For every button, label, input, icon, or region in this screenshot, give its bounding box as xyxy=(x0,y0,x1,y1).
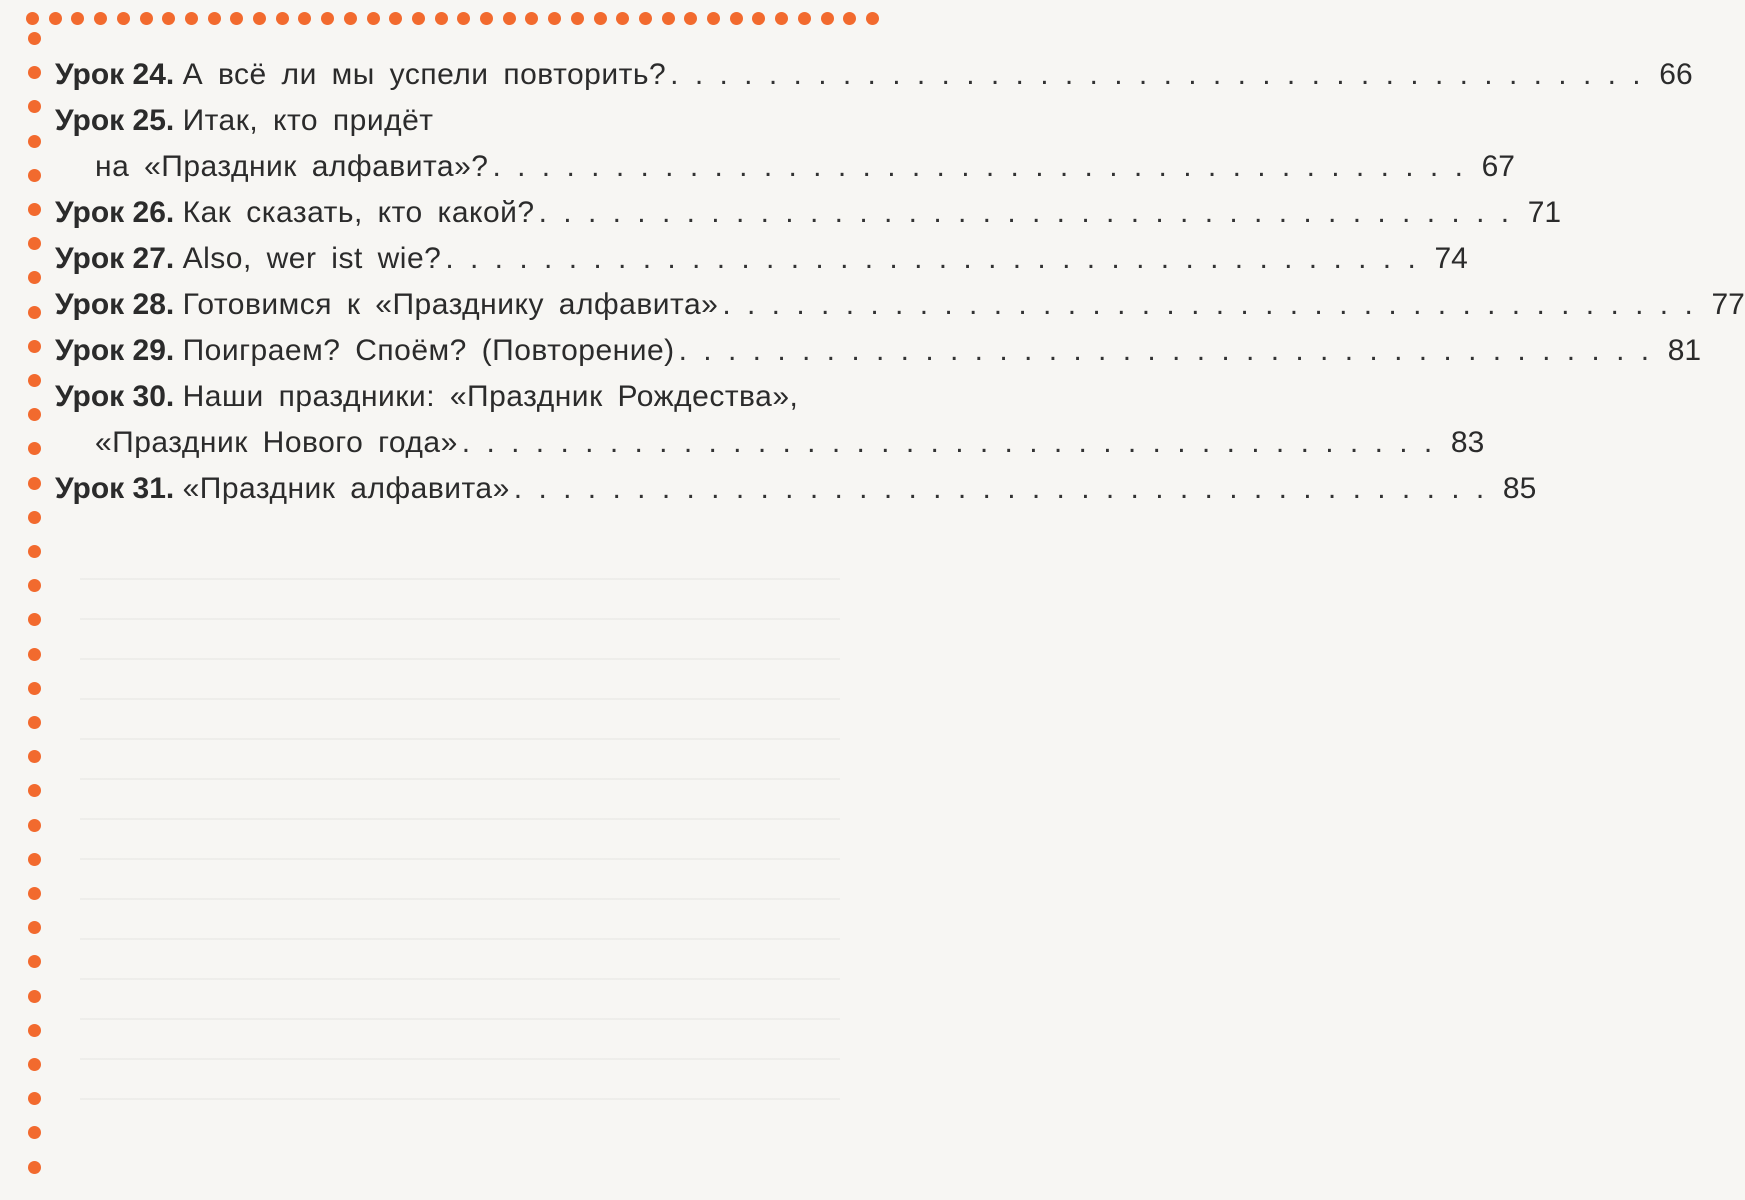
toc-entry-24[interactable] xyxy=(55,52,1693,98)
top-dot-border xyxy=(0,0,900,40)
toc-entry-29[interactable] xyxy=(55,328,1702,374)
border-dot xyxy=(866,12,879,25)
border-dot xyxy=(594,12,607,25)
border-dot xyxy=(28,477,41,490)
border-dot xyxy=(28,1126,41,1139)
border-dot xyxy=(28,511,41,524)
border-dot xyxy=(321,12,334,25)
border-dot xyxy=(94,12,107,25)
border-dot xyxy=(28,716,41,729)
dot-leader: . . . . . . . . . . . . . . . . . . . . . . . . . . . . . . . . . . . . . . . . xyxy=(538,196,1514,229)
border-dot xyxy=(752,12,765,25)
border-dot xyxy=(28,750,41,763)
lesson-title: Готовимся к «Празднику алфавита» xyxy=(182,288,719,321)
dot-leader: . . . . . . . . . . . . . . . . . . . . . . . . . . . . . . . . . . . . . . . . xyxy=(461,426,1437,459)
border-dot xyxy=(117,12,130,25)
lesson-label: Урок 29. xyxy=(55,334,175,367)
lesson-label: Урок 26. xyxy=(55,196,175,229)
border-dot xyxy=(435,12,448,25)
dot-leader: . . . . . . . . . . . . . . . . . . . . . . . . . . . . . . . . . . . . . . . . xyxy=(670,58,1645,91)
border-dot xyxy=(162,12,175,25)
border-dot xyxy=(412,12,425,25)
border-dot xyxy=(28,100,41,113)
toc-entry-25-continued[interactable] xyxy=(55,144,1515,190)
lesson-title: Also, wer ist wie? xyxy=(182,242,442,275)
border-dot xyxy=(28,955,41,968)
border-dot xyxy=(298,12,311,25)
border-dot xyxy=(616,12,629,25)
lesson-title: Как сказать, кто какой? xyxy=(182,196,535,229)
border-dot xyxy=(821,12,834,25)
border-dot xyxy=(71,12,84,25)
border-dot xyxy=(28,1161,41,1174)
page-number: 67 xyxy=(1481,150,1515,183)
border-dot xyxy=(457,12,470,25)
border-dot xyxy=(28,648,41,661)
dot-leader: . . . . . . . . . . . . . . . . . . . . . . . . . . . . . . . . . . . . . . . . xyxy=(722,288,1697,321)
border-dot xyxy=(684,12,697,25)
lesson-title: Поиграем? Споём? (Повторение) xyxy=(182,334,675,367)
border-dot xyxy=(28,784,41,797)
border-dot xyxy=(28,682,41,695)
border-dot xyxy=(208,12,221,25)
dot-leader: . . . . . . . . . . . . . . . . . . . . . . . . . . . . . . . . . . . . . . . . xyxy=(678,334,1654,367)
page-number: 83 xyxy=(1450,426,1485,459)
border-dot xyxy=(571,12,584,25)
page-number: 66 xyxy=(1659,58,1693,91)
border-dot xyxy=(28,990,41,1003)
lesson-label: Урок 30. xyxy=(55,380,175,413)
border-dot xyxy=(276,12,289,25)
border-dot xyxy=(28,579,41,592)
border-dot xyxy=(707,12,720,25)
border-dot xyxy=(480,12,493,25)
border-dot xyxy=(230,12,243,25)
page-number: 74 xyxy=(1434,242,1468,275)
border-dot xyxy=(140,12,153,25)
border-dot xyxy=(367,12,380,25)
toc-entry-28[interactable] xyxy=(55,282,1745,328)
lesson-title-continued: «Праздник Нового года» xyxy=(95,426,458,459)
border-dot xyxy=(28,545,41,558)
border-dot xyxy=(28,819,41,832)
border-dot xyxy=(503,12,516,25)
table-of-contents xyxy=(55,52,1745,512)
border-dot xyxy=(28,66,41,79)
border-dot xyxy=(28,135,41,148)
border-dot xyxy=(28,169,41,182)
border-dot xyxy=(28,613,41,626)
border-dot xyxy=(28,374,41,387)
lesson-title: «Праздник алфавита» xyxy=(182,472,510,505)
toc-entry-27[interactable] xyxy=(55,236,1468,282)
border-dot xyxy=(28,1024,41,1037)
toc-entry-31[interactable] xyxy=(55,466,1537,512)
border-dot xyxy=(28,32,41,45)
left-dot-border xyxy=(0,0,60,1200)
lesson-label: Урок 25. xyxy=(55,104,175,137)
dot-leader: . . . . . . . . . . . . . . . . . . . . . . . . . . . . . . . . . . . . . . . . xyxy=(492,150,1467,183)
border-dot xyxy=(344,12,357,25)
border-dot xyxy=(28,921,41,934)
border-dot xyxy=(28,237,41,250)
border-dot xyxy=(28,1058,41,1071)
lesson-label: Урок 24. xyxy=(55,58,175,91)
border-dot xyxy=(639,12,652,25)
border-dot xyxy=(185,12,198,25)
border-dot xyxy=(662,12,675,25)
border-dot xyxy=(798,12,811,25)
toc-entry-30[interactable] xyxy=(55,374,867,420)
border-dot xyxy=(28,340,41,353)
lesson-label: Урок 31. xyxy=(55,472,175,505)
border-dot xyxy=(730,12,743,25)
dot-leader: . . . . . . . . . . . . . . . . . . . . . . . . . . . . . . . . . . . . . . . . xyxy=(513,472,1489,505)
border-dot xyxy=(28,408,41,421)
border-dot xyxy=(389,12,402,25)
border-dot xyxy=(525,12,538,25)
border-dot xyxy=(28,442,41,455)
border-dot xyxy=(28,271,41,284)
border-dot xyxy=(28,853,41,866)
toc-entry-30-continued[interactable] xyxy=(55,420,1485,466)
page-number: 81 xyxy=(1667,334,1702,367)
border-dot xyxy=(843,12,856,25)
border-dot xyxy=(548,12,561,25)
show-through-text xyxy=(80,540,840,1100)
border-dot xyxy=(28,887,41,900)
border-dot xyxy=(775,12,788,25)
page-number: 85 xyxy=(1502,472,1537,505)
toc-entry-25[interactable] xyxy=(55,98,867,144)
lesson-title: Итак, кто придёт xyxy=(182,104,434,137)
border-dot xyxy=(28,306,41,319)
toc-entry-26[interactable] xyxy=(55,190,1562,236)
border-dot xyxy=(253,12,266,25)
lesson-title-continued: на «Праздник алфавита»? xyxy=(95,150,489,183)
lesson-title: А всё ли мы успели повторить? xyxy=(182,58,667,91)
lesson-title: Наши праздники: «Праздник Рождества», xyxy=(182,380,799,413)
lesson-label: Урок 27. xyxy=(55,242,175,275)
border-dot xyxy=(28,1092,41,1105)
lesson-label: Урок 28. xyxy=(55,288,175,321)
dot-leader: . . . . . . . . . . . . . . . . . . . . . . . . . . . . . . . . . . . . . . . . xyxy=(445,242,1420,275)
page-number: 71 xyxy=(1527,196,1562,229)
page-number: 77 xyxy=(1711,288,1745,321)
border-dot xyxy=(28,203,41,216)
